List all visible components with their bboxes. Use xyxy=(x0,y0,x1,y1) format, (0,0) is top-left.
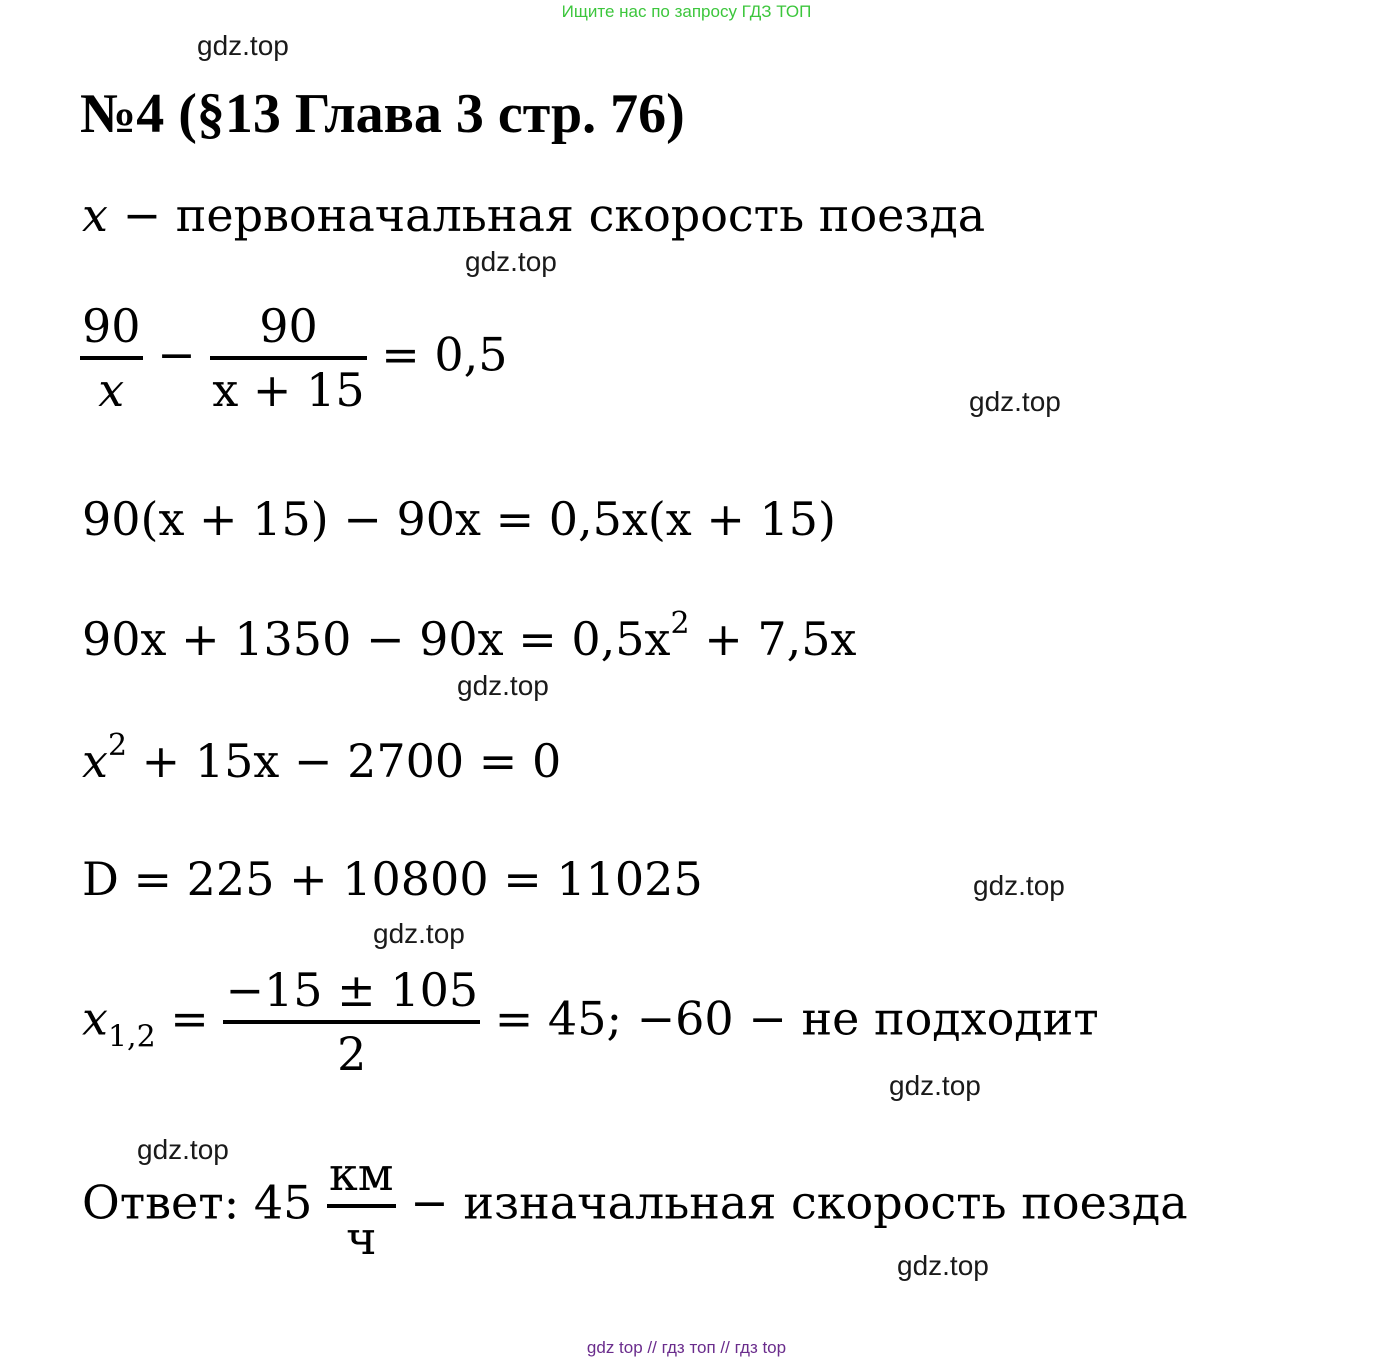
equation-line-5-right: + 15x − 2700 = 0 xyxy=(127,734,562,788)
units-numerator: км xyxy=(329,1147,394,1201)
discriminant-line: D = 225 + 10800 = 11025 xyxy=(82,852,703,906)
equation-line-4 xyxy=(82,606,857,666)
fraction-2-denominator: x + 15 xyxy=(212,363,365,418)
watermark: gdz.top xyxy=(969,386,1061,417)
watermark: gdz.top xyxy=(137,1134,229,1165)
subscript: 1,2 xyxy=(107,1019,156,1055)
roots-denominator: 2 xyxy=(337,1027,367,1082)
watermark: gdz.top xyxy=(465,246,557,277)
fraction-1-denominator: x xyxy=(98,363,125,418)
exponent: 2 xyxy=(107,728,128,763)
fraction-2 xyxy=(210,299,366,418)
equation-line-3: 90(x + 15) − 90x = 0,5x(x + 15) xyxy=(82,492,836,546)
equation-rhs: = 0,5 xyxy=(366,327,508,382)
definition-text: − первоначальная скорость поезда xyxy=(107,188,986,242)
roots-result: = 45; −60 − не подходит xyxy=(480,991,1099,1046)
variable-x: x xyxy=(82,991,108,1046)
answer-suffix: − изначальная скорость поезда xyxy=(395,1175,1188,1230)
equation-line-5 xyxy=(82,728,562,788)
equation-line-4-left: 90x + 1350 − 90x = 0,5x xyxy=(82,612,671,666)
fraction-1-numerator: 90 xyxy=(82,299,141,353)
roots-fraction xyxy=(223,963,480,1082)
watermark: gdz.top xyxy=(897,1250,989,1281)
equation-fractions xyxy=(80,299,508,418)
fraction-bar xyxy=(327,1204,396,1208)
answer-prefix: Ответ: 45 xyxy=(82,1175,328,1230)
variable-x: x xyxy=(82,188,108,242)
watermark: gdz.top xyxy=(457,670,549,701)
fraction-1 xyxy=(80,299,143,418)
roots-line xyxy=(82,963,1099,1082)
top-banner: Ищите нас по запросу ГДЗ ТОП xyxy=(561,2,812,21)
watermark: gdz.top xyxy=(373,918,465,949)
watermark: gdz.top xyxy=(973,870,1065,901)
page-title: №4 (§13 Глава 3 стр. 76) xyxy=(80,83,685,145)
units-denominator: ч xyxy=(346,1211,377,1266)
exponent: 2 xyxy=(670,606,690,641)
fraction-bar xyxy=(80,356,143,360)
watermark: gdz.top xyxy=(197,30,289,61)
equals-sign: = xyxy=(155,991,224,1046)
variable-x: x xyxy=(82,734,108,788)
definition-line xyxy=(82,188,986,242)
watermark: gdz.top xyxy=(889,1070,981,1101)
equation-line-4-right: + 7,5x xyxy=(689,612,857,666)
footer-links: gdz top // гдз топ // гдз top xyxy=(586,1338,787,1357)
fraction-bar xyxy=(223,1020,480,1024)
fraction-2-numerator: 90 xyxy=(259,299,318,353)
units-fraction xyxy=(327,1147,396,1266)
roots-numerator: −15 ± 105 xyxy=(225,963,479,1017)
fraction-bar xyxy=(210,356,366,360)
minus-sign: − xyxy=(142,327,211,382)
